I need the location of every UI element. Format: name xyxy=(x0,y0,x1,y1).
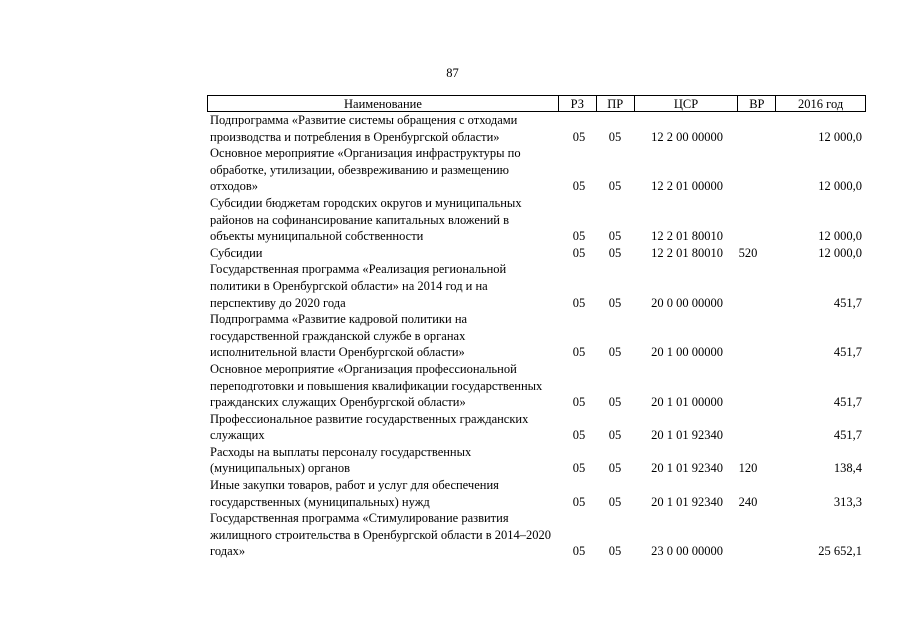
row-csr: 20 0 00 00000 xyxy=(651,295,723,310)
row-name: Иные закупки товаров, работ и услуг для обеспечения государственных (муниципальных) нужд xyxy=(210,478,499,509)
row-rz: 05 xyxy=(572,295,586,310)
row-vr: 520 xyxy=(738,245,758,260)
row-csr: 12 2 00 00000 xyxy=(651,129,723,144)
table-row xyxy=(210,361,870,411)
row-pr: 05 xyxy=(608,129,622,144)
header-name: Наименование xyxy=(344,97,422,111)
row-sum: 12 000,0 xyxy=(818,179,862,194)
row-csr: 12 2 01 00000 xyxy=(651,179,723,194)
row-vr: 120 xyxy=(738,461,758,476)
row-pr: 05 xyxy=(608,395,622,410)
row-pr: 05 xyxy=(608,428,622,443)
row-sum: 12 000,0 xyxy=(818,129,862,144)
row-rz: 05 xyxy=(572,245,586,260)
row-name: Подпрограмма «Развитие системы обращения с отходами производства и потребления в Оренбургской области» xyxy=(210,113,518,144)
table-row xyxy=(210,245,870,262)
row-name: Подпрограмма «Развитие кадровой политики на государственной гражданской службе в органах исполнительной власти Оренбургской области» xyxy=(210,312,468,360)
row-pr: 05 xyxy=(608,245,622,260)
row-csr: 12 2 01 80010 xyxy=(651,229,723,244)
row-name: Государственная программа «Реализация региональной политики в Оренбургской области» на 2014 год и на перспективу до 2020 года xyxy=(210,262,507,310)
row-pr: 05 xyxy=(608,295,622,310)
row-rz: 05 xyxy=(572,179,586,194)
row-rz: 05 xyxy=(572,395,586,410)
row-pr: 05 xyxy=(608,544,622,559)
table-row xyxy=(210,145,870,195)
row-name: Основное мероприятие «Организация инфраструктуры по обработке, утилизации, обезвреживанию и размещению отходов» xyxy=(210,146,521,194)
row-csr: 23 0 00 00000 xyxy=(651,544,723,559)
table-row xyxy=(210,261,870,311)
row-csr: 20 1 01 92340 xyxy=(651,461,723,476)
row-sum: 451,7 xyxy=(833,428,862,443)
header-year: 2016 год xyxy=(775,96,865,111)
header-csr: ЦСР xyxy=(634,96,738,111)
row-rz: 05 xyxy=(572,461,586,476)
table-row xyxy=(210,112,870,145)
row-rz: 05 xyxy=(572,129,586,144)
row-name: Расходы на выплаты персоналу государственных (муниципальных) органов xyxy=(210,444,472,476)
row-pr: 05 xyxy=(608,179,622,194)
table-row xyxy=(210,411,870,444)
page-number: 87 xyxy=(446,66,459,80)
header-vr: ВР xyxy=(737,96,775,111)
row-csr: 20 1 00 00000 xyxy=(651,345,723,360)
table-body xyxy=(210,112,870,560)
row-sum: 25 652,1 xyxy=(818,544,862,559)
table-header xyxy=(207,95,866,112)
row-name: Основное мероприятие «Организация профессиональной переподготовки и повышения квалификации государственных гражданских служащих Оренбургской области» xyxy=(210,361,543,410)
row-csr: 20 1 01 92340 xyxy=(651,428,723,443)
row-rz: 05 xyxy=(572,494,586,509)
table-row xyxy=(210,510,870,560)
table-row xyxy=(210,311,870,361)
row-csr: 12 2 01 80010 xyxy=(651,245,723,260)
row-rz: 05 xyxy=(572,345,586,360)
row-name: Государственная программа «Стимулирование развития жилищного строительства в Оренбургской области в 2014–2020 годах» xyxy=(210,511,552,559)
header-pr: ПР xyxy=(596,96,634,111)
row-sum: 12 000,0 xyxy=(818,229,862,244)
row-name: Субсидии бюджетам городских округов и муниципальных районов на софинансирование капитальных вложений в объекты муниципальной собственности xyxy=(210,195,522,244)
row-pr: 05 xyxy=(608,461,622,476)
row-pr: 05 xyxy=(608,229,622,244)
row-sum: 451,7 xyxy=(833,395,862,410)
table-row xyxy=(210,444,870,477)
row-sum: 12 000,0 xyxy=(818,245,862,260)
row-sum: 313,3 xyxy=(833,494,862,509)
row-csr: 20 1 01 92340 xyxy=(651,494,723,509)
row-name: Субсидии xyxy=(210,245,263,260)
row-rz: 05 xyxy=(572,544,586,559)
row-sum: 451,7 xyxy=(833,295,862,310)
row-rz: 05 xyxy=(572,428,586,443)
table-row xyxy=(210,477,870,510)
row-rz: 05 xyxy=(572,229,586,244)
row-sum: 451,7 xyxy=(833,345,862,360)
row-csr: 20 1 01 00000 xyxy=(651,395,723,410)
table-row xyxy=(210,195,870,245)
row-name: Профессиональное развитие государственных гражданских служащих xyxy=(210,411,529,443)
row-vr: 240 xyxy=(738,494,758,509)
row-sum: 138,4 xyxy=(833,461,862,476)
row-pr: 05 xyxy=(608,494,622,509)
row-pr: 05 xyxy=(608,345,622,360)
header-rz: РЗ xyxy=(558,96,596,111)
